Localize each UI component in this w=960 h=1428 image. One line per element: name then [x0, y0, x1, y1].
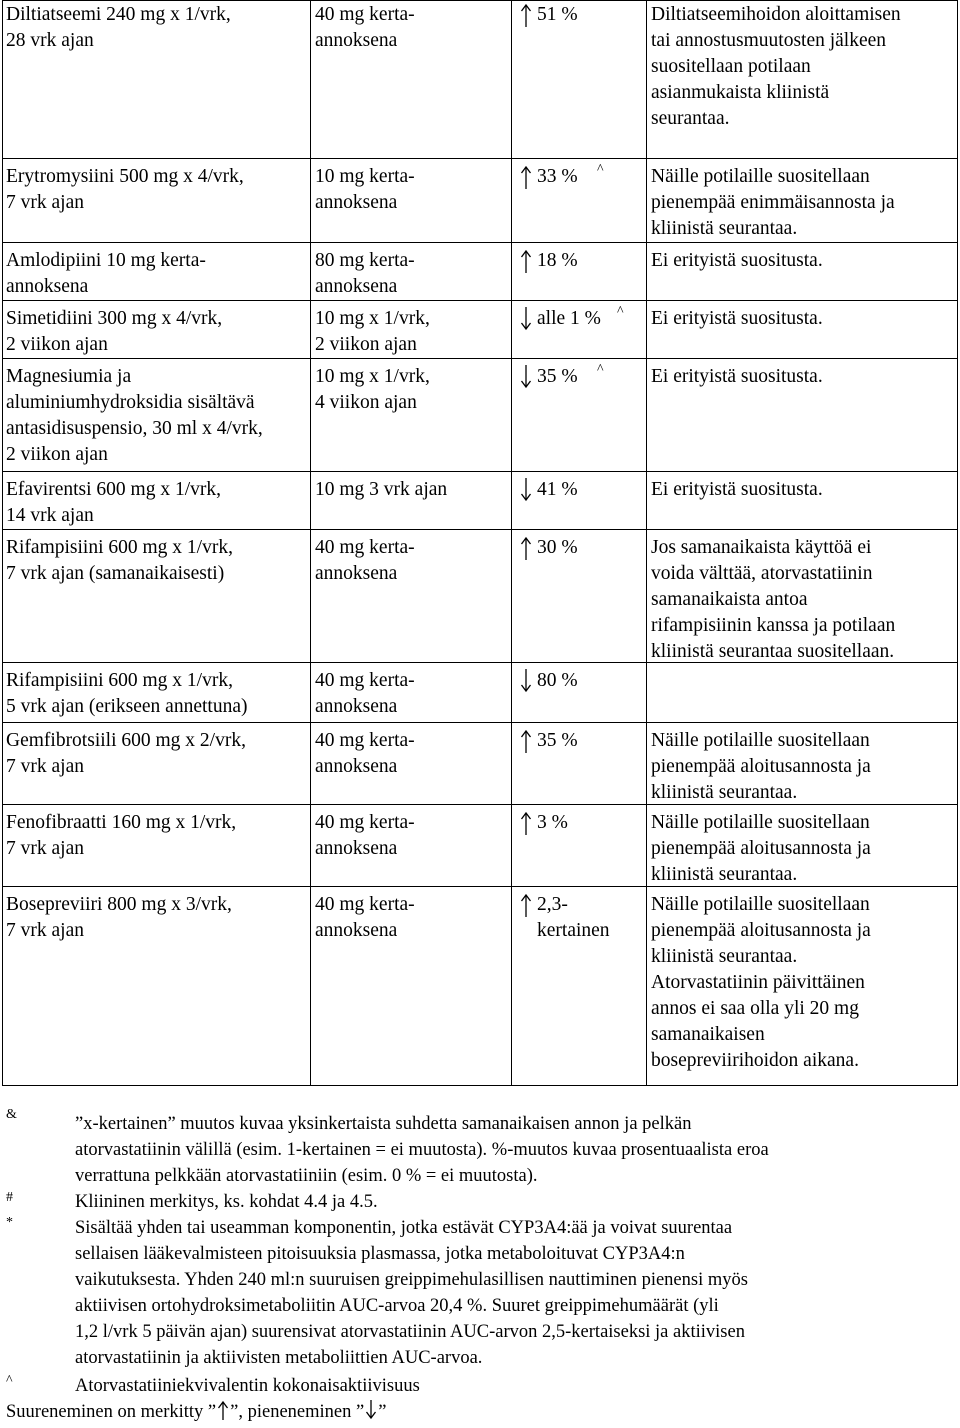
drug-cell: Simetidiini 300 mg x 4/vrk, 2 viikon ajan [6, 308, 223, 355]
footnote-text: Atorvastatiiniekvivalentin kokonaisaktiivisuus [75, 1376, 420, 1396]
up-arrow-icon [519, 536, 533, 560]
caret-marker: ^ [597, 162, 604, 177]
arrow-legend [6, 1399, 386, 1425]
recommendation-cell: Ei erityistä suositusta. [651, 366, 823, 387]
recommendation-cell: Ei erityistä suositusta. [651, 479, 823, 500]
dose-cell: 40 mg kerta- annoksena [315, 670, 415, 717]
footnote-text: Kliininen merkitys, ks. kohdat 4.4 ja 4.5. [75, 1192, 378, 1212]
change-cell: 3 % [537, 812, 568, 833]
change-cell: 41 % [537, 479, 578, 500]
dose-cell: 10 mg x 1/vrk, 4 viikon ajan [315, 366, 430, 413]
row-divider [3, 722, 957, 723]
footnote-symbol: & [6, 1107, 17, 1122]
up-arrow-icon [519, 729, 533, 753]
recommendation-cell: Jos samanaikaista käyttöä ei voida välttää, atorvastatiinin samanaikaista antoa rifampisiinin kanssa ja potilaan kliinistä seurantaa suositellaan. [651, 537, 896, 662]
dose-cell: 10 mg 3 vrk ajan [315, 479, 448, 500]
row-divider [3, 242, 957, 243]
down-arrow-icon [364, 1400, 378, 1420]
change-cell: alle 1 % [537, 308, 601, 329]
down-arrow-icon [519, 365, 533, 389]
row-divider [3, 471, 957, 472]
legend-text-1: Suureneminen on merkitty ” [6, 1402, 217, 1422]
recommendation-cell: Ei erityistä suositusta. [651, 308, 823, 329]
recommendation-cell: Diltiatseemihoidon aloittamisen tai annostusmuutosten jälkeen suositellaan potilaan asianmukaista kliinistä seurantaa. [651, 4, 901, 129]
change-cell: 2,3- kertainen [537, 894, 610, 941]
change-cell: 30 % [537, 537, 578, 558]
footnote-text: Sisältää yhden tai useamman komponentin, jotka estävät CYP3A4:ää ja voivat suurentaa sellaisen lääkevalmisteen pitoisuuksia plasmassa, jotka metaboloituvat CYP3A4:n vaikutuksesta. Yhden 240 ml:n suuruisen greippimehulasillisen nauttiminen pienensi myös aktiivisen ortohydroksimetaboliitin AUC-arvoa 20,4 %. Suuret greippimehumäärät (yli 1,2 l/vrk 5 päivän ajan) suurensivat atorvastatiinin AUC-arvon 2,5-kertaiseksi ja aktiivisen atorvastatiinin ja aktiivisten metaboliittien AUC-arvoa. [75, 1218, 748, 1368]
drug-cell: Efavirentsi 600 mg x 1/vrk, 14 vrk ajan [6, 479, 222, 526]
up-arrow-icon [519, 811, 533, 835]
column-divider [511, 1, 512, 1085]
recommendation-cell: Näille potilaille suositellaan pienempää aloitusannosta ja kliinistä seurantaa. Atorvastatiinin päivittäinen annos ei saa olla yli 20 mg samanaikaisen bosepreviirihoidon aikana. [651, 894, 871, 1071]
change-cell: 18 % [537, 250, 578, 271]
up-arrow-icon [216, 1400, 230, 1420]
dose-cell: 40 mg kerta- annoksena [315, 894, 415, 941]
drug-cell: Amlodipiini 10 mg kerta- annoksena [6, 250, 206, 297]
footnote-symbol: ^ [6, 1373, 13, 1388]
drug-cell: Fenofibraatti 160 mg x 1/vrk, 7 vrk ajan [6, 812, 237, 859]
drug-cell: Gemfibrotsiili 600 mg x 2/vrk, 7 vrk ajan [6, 730, 246, 777]
dose-cell: 40 mg kerta- annoksena [315, 730, 415, 777]
change-cell: 33 % [537, 166, 578, 187]
drug-cell: Diltiatseemi 240 mg x 1/vrk, 28 vrk ajan [6, 4, 231, 51]
row-divider [3, 158, 957, 159]
recommendation-cell: Näille potilaille suositellaan pienempää enimmäisannosta ja kliinistä seurantaa. [651, 166, 895, 239]
change-cell: 51 % [537, 4, 578, 25]
change-cell: 80 % [537, 670, 578, 691]
footnote-text: ”x-kertainen” muutos kuvaa yksinkertaista suhdetta samanaikaisen annon ja pelkän atorvastatiinin välillä (esim. 1-kertainen = ei muutosta). %-muutos kuvaa prosentuaalista eroa verrattuna pelkkään atorvastatiiniin (esim. 0 % = ei muutosta). [75, 1114, 769, 1186]
down-arrow-icon [519, 669, 533, 693]
dose-cell: 10 mg x 1/vrk, 2 viikon ajan [315, 308, 430, 355]
change-cell: 35 % [537, 366, 578, 387]
row-divider [3, 529, 957, 530]
drug-cell: Bosepreviiri 800 mg x 3/vrk, 7 vrk ajan [6, 894, 232, 941]
caret-marker: ^ [597, 362, 604, 377]
up-arrow-icon [519, 249, 533, 273]
drug-cell: Erytromysiini 500 mg x 4/vrk, 7 vrk ajan [6, 166, 244, 213]
column-divider [310, 1, 311, 1085]
change-cell: 35 % [537, 730, 578, 751]
footnote-symbol: * [6, 1215, 13, 1230]
recommendation-cell: Ei erityistä suositusta. [651, 250, 823, 271]
dose-cell: 40 mg kerta- annoksena [315, 4, 415, 51]
up-arrow-icon [519, 893, 533, 917]
dose-cell: 40 mg kerta- annoksena [315, 812, 415, 859]
recommendation-cell: Näille potilaille suositellaan pienempää aloitusannosta ja kliinistä seurantaa. [651, 812, 871, 885]
dose-cell: 80 mg kerta- annoksena [315, 250, 415, 297]
up-arrow-icon [519, 165, 533, 189]
row-divider [3, 300, 957, 301]
legend-text-3: ” [378, 1402, 387, 1422]
dose-cell: 40 mg kerta- annoksena [315, 537, 415, 584]
caret-marker: ^ [617, 304, 624, 319]
down-arrow-icon [519, 478, 533, 502]
row-divider [3, 358, 957, 359]
up-arrow-icon [519, 3, 533, 27]
drug-cell: Magnesiumia ja aluminiumhydroksidia sisältävä antasidisuspensio, 30 ml x 4/vrk, 2 viikon ajan [6, 366, 263, 465]
drug-cell: Rifampisiini 600 mg x 1/vrk, 5 vrk ajan (erikseen annettuna) [6, 670, 248, 717]
legend-text-2: ”, pieneneminen ” [230, 1402, 365, 1422]
down-arrow-icon [519, 307, 533, 331]
footnote-symbol: # [6, 1190, 13, 1205]
drug-cell: Rifampisiini 600 mg x 1/vrk, 7 vrk ajan (samanaikaisesti) [6, 537, 233, 584]
recommendation-cell: Näille potilaille suositellaan pienempää aloitusannosta ja kliinistä seurantaa. [651, 730, 871, 803]
dose-cell: 10 mg kerta- annoksena [315, 166, 415, 213]
